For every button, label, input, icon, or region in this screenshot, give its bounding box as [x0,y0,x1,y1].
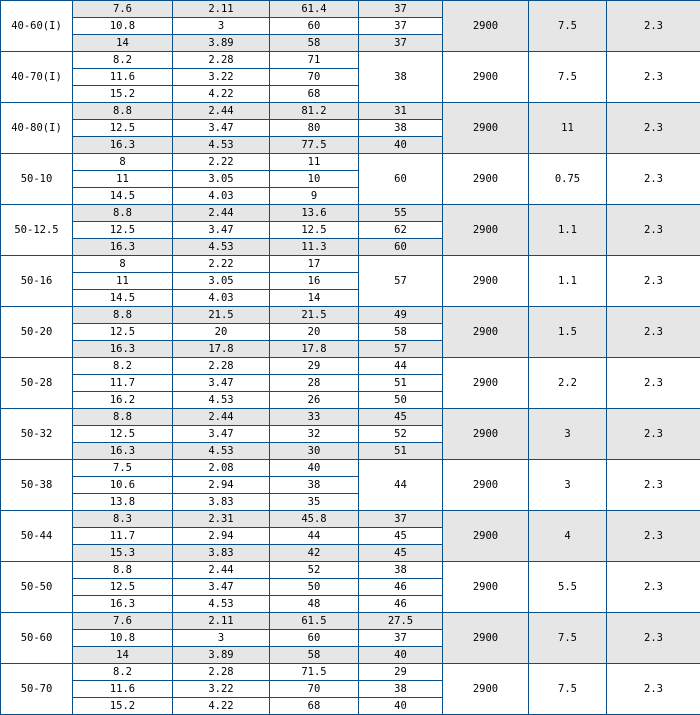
flow-cell: 16.2 [73,392,173,409]
head-cell: 32 [270,426,359,443]
power-cell: 7.5 [529,613,607,664]
npsh-cell: 2.3 [607,307,700,358]
model-cell: 50-20 [1,307,73,358]
flow-m3h-cell: 2.94 [173,528,270,545]
flow-cell: 11 [73,171,173,188]
head-cell: 20 [270,324,359,341]
flow-m3h-cell: 2.22 [173,256,270,273]
flow-m3h-cell: 2.22 [173,154,270,171]
flow-m3h-cell: 4.03 [173,188,270,205]
table-row [1,409,700,426]
flow-cell: 7.5 [73,460,173,477]
head-cell: 35 [270,494,359,511]
flow-cell: 14.5 [73,290,173,307]
flow-cell: 12.5 [73,426,173,443]
flow-m3h-cell: 4.22 [173,698,270,715]
table-row [1,613,700,630]
flow-m3h-cell: 3.47 [173,222,270,239]
table-row [1,205,700,222]
power-cell: 11 [529,103,607,154]
speed-cell: 2900 [443,562,529,613]
head-cell: 58 [270,647,359,664]
head-cell: 60 [270,18,359,35]
flow-m3h-cell: 2.44 [173,205,270,222]
model-cell: 50-10 [1,154,73,205]
table-row [1,664,700,681]
efficiency-cell: 27.5 [359,613,443,630]
speed-cell: 2900 [443,1,529,52]
model-cell: 50-32 [1,409,73,460]
efficiency-cell: 60 [359,154,443,205]
npsh-cell: 2.3 [607,103,700,154]
head-cell: 48 [270,596,359,613]
flow-m3h-cell: 2.44 [173,103,270,120]
speed-cell: 2900 [443,103,529,154]
flow-cell: 8.8 [73,205,173,222]
speed-cell: 2900 [443,205,529,256]
efficiency-cell: 37 [359,35,443,52]
efficiency-cell: 37 [359,630,443,647]
flow-m3h-cell: 3.22 [173,69,270,86]
flow-m3h-cell: 2.28 [173,52,270,69]
flow-m3h-cell: 2.28 [173,664,270,681]
efficiency-cell: 40 [359,137,443,154]
head-cell: 13.6 [270,205,359,222]
flow-cell: 11.7 [73,528,173,545]
flow-cell: 10.8 [73,18,173,35]
npsh-cell: 2.3 [607,154,700,205]
head-cell: 33 [270,409,359,426]
flow-m3h-cell: 17.8 [173,341,270,358]
flow-m3h-cell: 4.22 [173,86,270,103]
head-cell: 61.4 [270,1,359,18]
head-cell: 17.8 [270,341,359,358]
head-cell: 68 [270,86,359,103]
flow-cell: 8.2 [73,52,173,69]
head-cell: 28 [270,375,359,392]
flow-m3h-cell: 3.05 [173,171,270,188]
efficiency-cell: 46 [359,579,443,596]
head-cell: 71 [270,52,359,69]
flow-m3h-cell: 4.53 [173,596,270,613]
flow-cell: 8.3 [73,511,173,528]
table-row [1,52,700,69]
flow-m3h-cell: 3.83 [173,545,270,562]
model-cell: 40-60(I) [1,1,73,52]
flow-m3h-cell: 4.53 [173,443,270,460]
table-row [1,1,700,18]
head-cell: 21.5 [270,307,359,324]
flow-cell: 12.5 [73,120,173,137]
table-row [1,154,700,171]
flow-cell: 8.8 [73,307,173,324]
flow-cell: 8.8 [73,409,173,426]
npsh-cell: 2.3 [607,205,700,256]
head-cell: 12.5 [270,222,359,239]
flow-m3h-cell: 3.47 [173,579,270,596]
model-cell: 50-12.5 [1,205,73,256]
efficiency-cell: 38 [359,681,443,698]
head-cell: 68 [270,698,359,715]
npsh-cell: 2.3 [607,664,700,715]
flow-m3h-cell: 20 [173,324,270,341]
speed-cell: 2900 [443,409,529,460]
model-cell: 50-16 [1,256,73,307]
table-row [1,307,700,324]
head-cell: 40 [270,460,359,477]
power-cell: 3 [529,460,607,511]
flow-cell: 16.3 [73,239,173,256]
efficiency-cell: 52 [359,426,443,443]
flow-m3h-cell: 3.83 [173,494,270,511]
power-cell: 5.5 [529,562,607,613]
flow-m3h-cell: 3.47 [173,120,270,137]
flow-cell: 16.3 [73,443,173,460]
model-cell: 50-50 [1,562,73,613]
flow-cell: 12.5 [73,579,173,596]
speed-cell: 2900 [443,256,529,307]
power-cell: 7.5 [529,664,607,715]
flow-m3h-cell: 2.31 [173,511,270,528]
flow-m3h-cell: 2.94 [173,477,270,494]
efficiency-cell: 46 [359,596,443,613]
efficiency-cell: 57 [359,341,443,358]
npsh-cell: 2.3 [607,52,700,103]
head-cell: 26 [270,392,359,409]
efficiency-cell: 38 [359,120,443,137]
efficiency-cell: 37 [359,18,443,35]
flow-m3h-cell: 4.53 [173,239,270,256]
flow-cell: 15.3 [73,545,173,562]
flow-m3h-cell: 2.44 [173,562,270,579]
efficiency-cell: 37 [359,511,443,528]
table-row [1,256,700,273]
npsh-cell: 2.3 [607,562,700,613]
head-cell: 17 [270,256,359,273]
efficiency-cell: 38 [359,52,443,103]
efficiency-cell: 40 [359,647,443,664]
table-row [1,511,700,528]
model-cell: 50-28 [1,358,73,409]
model-cell: 50-60 [1,613,73,664]
efficiency-cell: 38 [359,562,443,579]
power-cell: 7.5 [529,52,607,103]
head-cell: 38 [270,477,359,494]
flow-cell: 8.8 [73,103,173,120]
efficiency-cell: 50 [359,392,443,409]
head-cell: 70 [270,681,359,698]
flow-cell: 8 [73,256,173,273]
flow-cell: 8.8 [73,562,173,579]
flow-m3h-cell: 4.53 [173,137,270,154]
flow-m3h-cell: 2.28 [173,358,270,375]
efficiency-cell: 44 [359,358,443,375]
flow-cell: 15.2 [73,698,173,715]
flow-m3h-cell: 2.08 [173,460,270,477]
flow-m3h-cell: 3 [173,18,270,35]
head-cell: 14 [270,290,359,307]
efficiency-cell: 51 [359,443,443,460]
efficiency-cell: 37 [359,1,443,18]
npsh-cell: 2.3 [607,358,700,409]
flow-m3h-cell: 3.89 [173,35,270,52]
efficiency-cell: 31 [359,103,443,120]
flow-cell: 14.5 [73,188,173,205]
table-row [1,562,700,579]
flow-m3h-cell: 2.44 [173,409,270,426]
flow-cell: 14 [73,647,173,664]
efficiency-cell: 51 [359,375,443,392]
model-cell: 50-70 [1,664,73,715]
speed-cell: 2900 [443,52,529,103]
flow-m3h-cell: 4.53 [173,392,270,409]
flow-m3h-cell: 3.22 [173,681,270,698]
efficiency-cell: 45 [359,528,443,545]
npsh-cell: 2.3 [607,256,700,307]
flow-cell: 16.3 [73,596,173,613]
efficiency-cell: 57 [359,256,443,307]
flow-cell: 11 [73,273,173,290]
power-cell: 1.1 [529,205,607,256]
efficiency-cell: 40 [359,698,443,715]
table-row [1,358,700,375]
flow-cell: 8.2 [73,664,173,681]
head-cell: 58 [270,35,359,52]
speed-cell: 2900 [443,511,529,562]
head-cell: 50 [270,579,359,596]
flow-cell: 10.6 [73,477,173,494]
model-cell: 50-44 [1,511,73,562]
head-cell: 16 [270,273,359,290]
flow-m3h-cell: 3.89 [173,647,270,664]
flow-m3h-cell: 3.05 [173,273,270,290]
flow-cell: 15.2 [73,86,173,103]
head-cell: 71.5 [270,664,359,681]
flow-cell: 7.6 [73,1,173,18]
power-cell: 3 [529,409,607,460]
efficiency-cell: 45 [359,545,443,562]
flow-m3h-cell: 3.47 [173,426,270,443]
model-cell: 40-80(I) [1,103,73,154]
flow-m3h-cell: 2.11 [173,613,270,630]
npsh-cell: 2.3 [607,1,700,52]
power-cell: 7.5 [529,1,607,52]
table-row [1,103,700,120]
flow-m3h-cell: 4.03 [173,290,270,307]
flow-cell: 14 [73,35,173,52]
flow-cell: 11.6 [73,69,173,86]
head-cell: 42 [270,545,359,562]
table-row [1,460,700,477]
speed-cell: 2900 [443,613,529,664]
head-cell: 81.2 [270,103,359,120]
flow-cell: 11.7 [73,375,173,392]
power-cell: 2.2 [529,358,607,409]
efficiency-cell: 44 [359,460,443,511]
model-cell: 40-70(I) [1,52,73,103]
efficiency-cell: 49 [359,307,443,324]
head-cell: 45.8 [270,511,359,528]
npsh-cell: 2.3 [607,409,700,460]
flow-m3h-cell: 2.11 [173,1,270,18]
head-cell: 77.5 [270,137,359,154]
efficiency-cell: 55 [359,205,443,222]
flow-cell: 7.6 [73,613,173,630]
speed-cell: 2900 [443,664,529,715]
speed-cell: 2900 [443,307,529,358]
flow-cell: 13.8 [73,494,173,511]
speed-cell: 2900 [443,460,529,511]
power-cell: 4 [529,511,607,562]
efficiency-cell: 58 [359,324,443,341]
flow-cell: 11.6 [73,681,173,698]
flow-m3h-cell: 21.5 [173,307,270,324]
flow-cell: 8.2 [73,358,173,375]
efficiency-cell: 29 [359,664,443,681]
flow-cell: 12.5 [73,222,173,239]
flow-m3h-cell: 3 [173,630,270,647]
head-cell: 80 [270,120,359,137]
head-cell: 70 [270,69,359,86]
power-cell: 1.5 [529,307,607,358]
flow-cell: 10.8 [73,630,173,647]
head-cell: 10 [270,171,359,188]
efficiency-cell: 62 [359,222,443,239]
speed-cell: 2900 [443,358,529,409]
head-cell: 11 [270,154,359,171]
power-cell: 0.75 [529,154,607,205]
model-cell: 50-38 [1,460,73,511]
head-cell: 44 [270,528,359,545]
head-cell: 30 [270,443,359,460]
efficiency-cell: 60 [359,239,443,256]
head-cell: 60 [270,630,359,647]
head-cell: 52 [270,562,359,579]
flow-cell: 16.3 [73,341,173,358]
speed-cell: 2900 [443,154,529,205]
flow-cell: 12.5 [73,324,173,341]
power-cell: 1.1 [529,256,607,307]
head-cell: 9 [270,188,359,205]
efficiency-cell: 45 [359,409,443,426]
npsh-cell: 2.3 [607,511,700,562]
head-cell: 29 [270,358,359,375]
flow-m3h-cell: 3.47 [173,375,270,392]
flow-cell: 16.3 [73,137,173,154]
flow-cell: 8 [73,154,173,171]
npsh-cell: 2.3 [607,460,700,511]
npsh-cell: 2.3 [607,613,700,664]
head-cell: 11.3 [270,239,359,256]
head-cell: 61.5 [270,613,359,630]
